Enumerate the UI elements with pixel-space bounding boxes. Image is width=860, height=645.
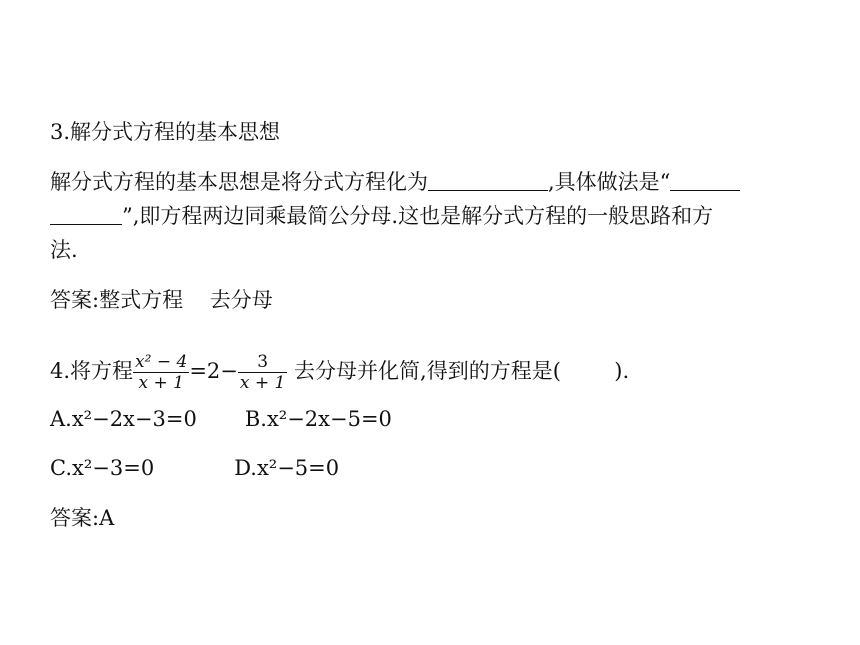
question-suffix: 去分母并化简,得到的方程是( ). xyxy=(287,359,630,383)
fraction-1-denominator: x + 1 xyxy=(138,373,184,393)
options-row-2 xyxy=(50,454,339,482)
answer-value: 整式方程 去分母 xyxy=(99,288,273,312)
option-c-label: C. xyxy=(50,456,72,480)
section-heading: 3.解分式方程的基本思想 xyxy=(50,120,281,144)
answer-blank-2b xyxy=(50,206,122,225)
option-d xyxy=(234,454,339,482)
option-a-expression: x²−2x−3=0 xyxy=(71,407,197,431)
paragraph-line-3: 法. xyxy=(50,238,78,262)
option-a-label: A. xyxy=(50,407,72,431)
question-line xyxy=(50,352,629,393)
answer-blank-2a xyxy=(670,172,740,191)
fraction-2-denominator: x + 1 xyxy=(239,373,286,393)
option-a xyxy=(50,405,197,433)
paragraph-text: ”,即方程两边同乘最简公分母.这也是解分式方程的一般思路和方 xyxy=(122,204,714,228)
answer-line xyxy=(50,286,273,314)
fraction-2-numerator: 3 xyxy=(238,352,287,373)
option-b-label: B. xyxy=(244,407,267,431)
option-d-label: D. xyxy=(234,456,257,480)
paragraph-line-2 xyxy=(50,202,713,230)
option-b-expression: x²−2x−5=0 xyxy=(266,407,392,431)
paragraph-text: ,具体做法是“ xyxy=(548,170,671,194)
equation-middle: =2− xyxy=(189,359,238,383)
answer-blank-1 xyxy=(428,172,548,191)
question-answer: 答案:A xyxy=(50,506,115,530)
option-b xyxy=(245,405,392,433)
option-d-expression: x²−5=0 xyxy=(256,456,340,480)
option-c-expression: x²−3=0 xyxy=(72,456,155,480)
fraction-1 xyxy=(133,352,189,393)
option-c xyxy=(50,454,154,482)
fraction-1-numerator: x² − 4 xyxy=(135,352,188,372)
fraction-2 xyxy=(238,352,287,393)
paragraph-line-1 xyxy=(50,168,740,196)
answer-label: 答案: xyxy=(50,288,100,312)
paragraph-text: 解分式方程的基本思想是将分式方程化为 xyxy=(50,170,428,194)
question-prefix: 4.将方程 xyxy=(50,359,134,383)
options-row-1 xyxy=(50,405,392,433)
